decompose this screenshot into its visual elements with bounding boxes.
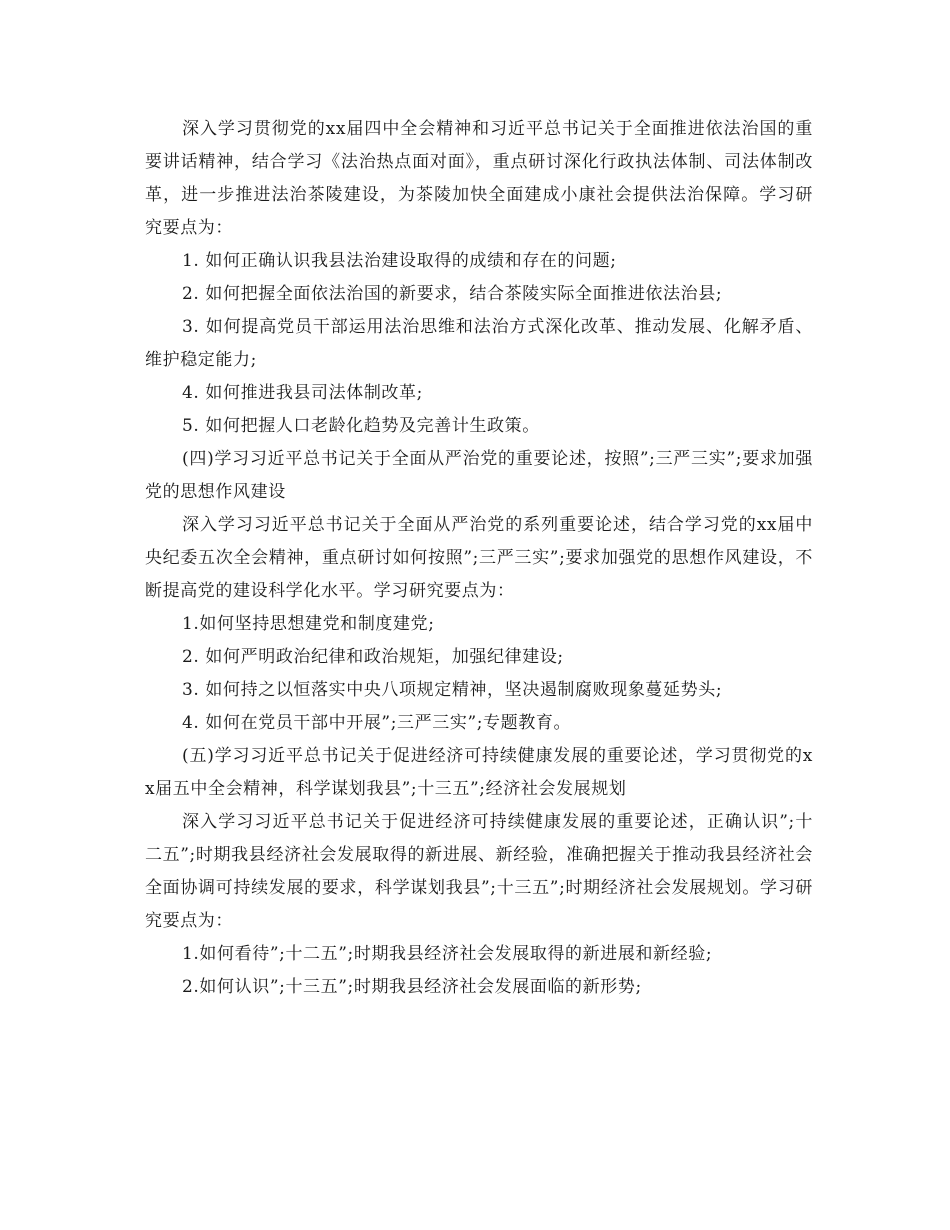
list-item: 1. 如何正确认识我县法治建设取得的成绩和存在的问题; (182, 251, 617, 271)
list-item: 1.如何坚持思想建党和制度建党; (182, 614, 435, 634)
list-item: 5. 如何把握人口老龄化趋势及完善计生政策。 (182, 416, 540, 436)
document-page (145, 113, 813, 1004)
list-item: 4. 如何推进我县司法体制改革; (182, 383, 423, 403)
section-heading: (五)学习习近平总书记关于促进经济可持续健康发展的重要论述，学习贯彻党的xx届五中全会精神，科学谋划我县”;十三五”;经济社会发展规划 (145, 746, 813, 799)
list-item: 3. 如何持之以恒落实中央八项规定精神，坚决遏制腐败现象蔓延势头; (182, 680, 723, 700)
list-item: 4. 如何在党员干部中开展”;三严三实”;专题教育。 (182, 713, 572, 733)
section-heading: (四)学习习近平总书记关于全面从严治党的重要论述，按照”;三严三实”;要求加强党的思想作风建设 (145, 449, 813, 502)
body-paragraph: 深入学习习近平总书记关于促进经济可持续健康发展的重要论述，正确认识”;十二五”;时期我县经济社会发展取得的新进展、新经验，准确把握关于推动我县经济社会全面协调可持续发展的要求，科学谋划我县”;十三五”;时期经济社会发展规划。学习研究要点为： (145, 812, 813, 931)
list-item: 2. 如何把握全面依法治国的新要求，结合茶陵实际全面推进依法治县; (182, 284, 723, 304)
list-item: 1.如何看待”;十二五”;时期我县经济社会发展取得的新进展和新经验; (182, 944, 713, 964)
body-paragraph: 深入学习习近平总书记关于全面从严治党的系列重要论述，结合学习党的xx届中央纪委五次全会精神，重点研讨如何按照”;三严三实”;要求加强党的思想作风建设，不断提高党的建设科学化水平。学习研究要点为： (145, 515, 813, 601)
list-item: 2. 如何严明政治纪律和政治规矩，加强纪律建设; (182, 647, 564, 667)
list-item: 2.如何认识”;十三五”;时期我县经济社会发展面临的新形势; (182, 977, 642, 997)
intro-paragraph: 深入学习贯彻党的xx届四中全会精神和习近平总书记关于全面推进依法治国的重要讲话精神，结合学习《法治热点面对面》，重点研讨深化行政执法体制、司法体制改革，进一步推进法治茶陵建设，为茶陵加快全面建成小康社会提供法治保障。学习研究要点为： (145, 119, 813, 238)
list-item: 3. 如何提高党员干部运用法治思维和法治方式深化改革、推动发展、化解矛盾、维护稳定能力; (145, 317, 813, 370)
